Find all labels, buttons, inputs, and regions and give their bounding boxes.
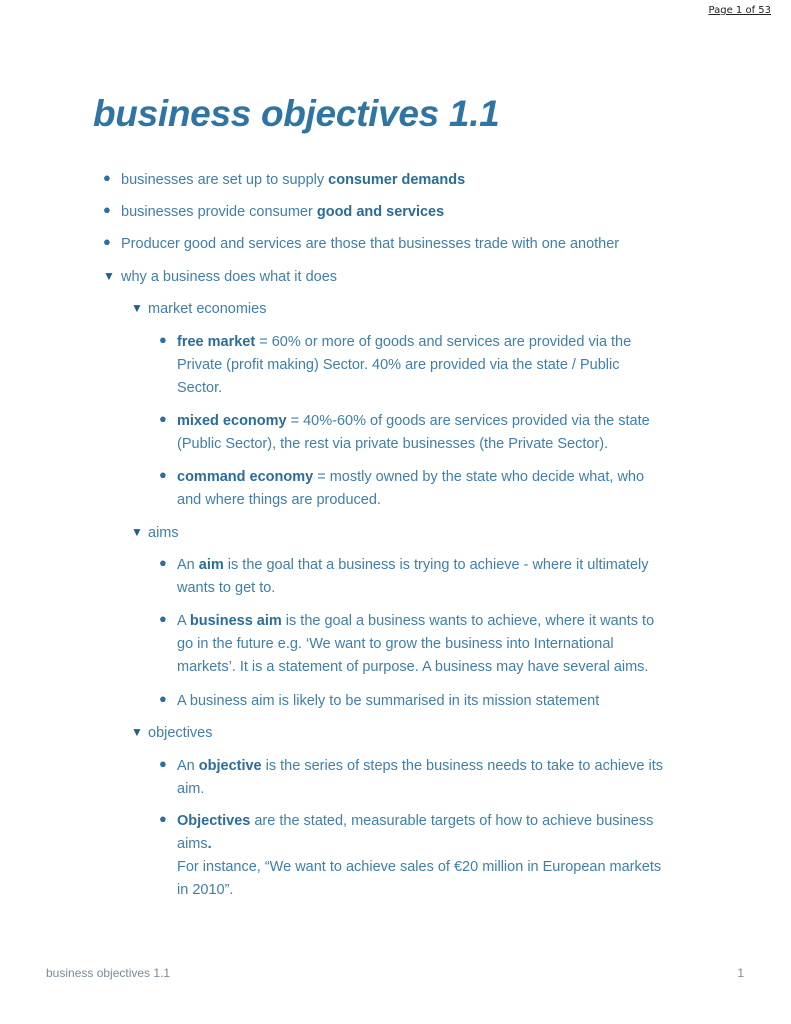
collapse-triangle-icon[interactable]: ▼	[131, 525, 143, 539]
section-heading: why a business does what it does	[121, 269, 338, 285]
collapse-triangle-icon[interactable]: ▼	[131, 725, 143, 739]
bullet-icon: ●	[159, 467, 167, 482]
bullet-icon: ●	[103, 170, 111, 185]
list-item: businesses are set up to supply consumer demands	[121, 172, 466, 188]
list-item: Producer good and services are those that businesses trade with one another	[121, 236, 620, 252]
page-title: business objectives 1.1	[93, 93, 500, 134]
collapse-triangle-icon[interactable]: ▼	[103, 269, 115, 283]
bullet-icon: ●	[159, 811, 167, 826]
bullet-icon: ●	[103, 202, 111, 217]
subsection-heading: objectives	[148, 725, 213, 741]
bullet-icon: ●	[159, 332, 167, 347]
list-item: mixed economy = 40%-60% of goods are services provided via the state (Public Sector), the rest via private businesses (the Private Sector).	[177, 413, 650, 452]
bullet-icon: ●	[159, 756, 167, 771]
bullet-icon: ●	[159, 611, 167, 626]
page-counter: Page 1 of 53	[708, 5, 771, 16]
footer-page-number: 1	[737, 966, 744, 980]
footer-title: business objectives 1.1	[46, 966, 171, 980]
bullet-icon: ●	[159, 555, 167, 570]
bullet-icon: ●	[103, 234, 111, 249]
list-item: command economy = mostly owned by the state who decide what, who and where things are produced.	[177, 469, 645, 508]
bullet-icon: ●	[159, 691, 167, 706]
list-item: An aim is the goal that a business is trying to achieve - where it ultimately wants to get to.	[177, 557, 649, 596]
list-item: businesses provide consumer good and services	[121, 204, 445, 220]
list-item: free market = 60% or more of goods and services are provided via the Private (profit making) Sector. 40% are provided via the state / Public Sector.	[177, 334, 632, 396]
collapse-triangle-icon[interactable]: ▼	[131, 301, 143, 315]
list-item: A business aim is the goal a business wants to achieve, where it wants to go in the future e.g. ‘We want to grow the business into International markets’. It is a statement of purpose. A business may have several aims.	[177, 613, 655, 675]
list-item: An objective is the series of steps the business needs to take to achieve its aim.	[177, 758, 664, 797]
list-item: A business aim is likely to be summarised in its mission statement	[177, 693, 600, 709]
subsection-heading: market economies	[148, 301, 267, 317]
bullet-icon: ●	[159, 411, 167, 426]
list-item: Objectives are the stated, measurable targets of how to achieve business aims. For instance, “We want to achieve sales of €20 million in European markets in 2010”.	[177, 813, 662, 898]
subsection-heading: aims	[148, 525, 179, 541]
